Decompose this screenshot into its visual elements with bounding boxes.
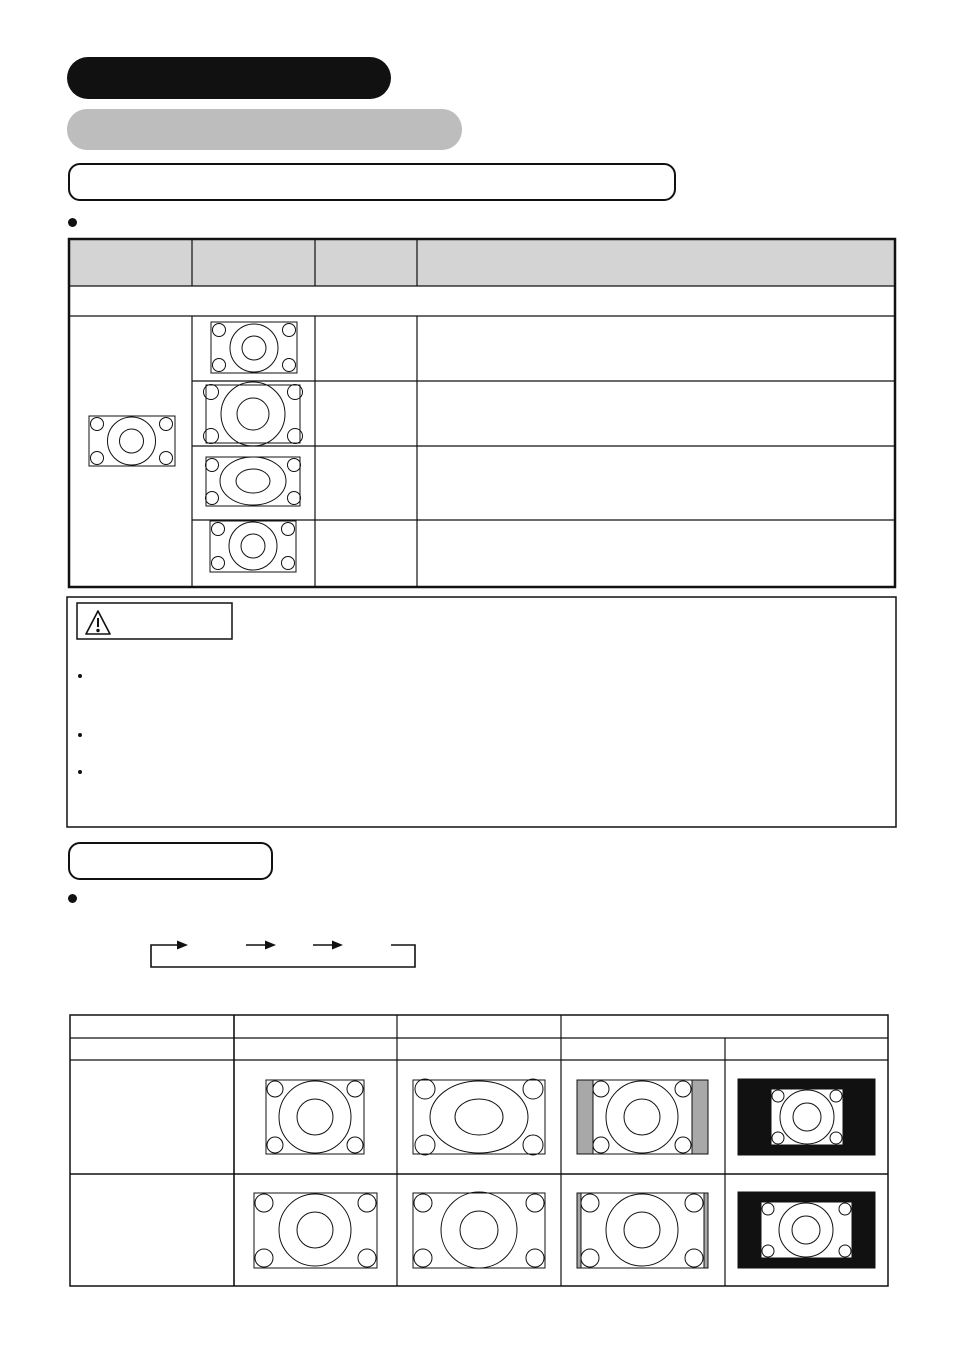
- arrow-right-icon: [265, 941, 276, 950]
- note-bullet: [78, 770, 82, 774]
- mode-box: [68, 842, 273, 880]
- comparison-picture-icon: [254, 1193, 377, 1268]
- comparison-picture-icon: [413, 1192, 545, 1268]
- mode-picture-icon: [206, 457, 301, 506]
- table-header-fill: [69, 239, 895, 286]
- source-4x3-picture-icon: [89, 416, 175, 466]
- warning-triangle-icon: [86, 611, 110, 634]
- bullet-icon: [68, 894, 77, 903]
- comparison-picture-icon: [413, 1079, 545, 1155]
- mode-picture-icon: [204, 382, 303, 446]
- comparison-picture-icon: [266, 1080, 364, 1154]
- aspect-mode-table: [0, 0, 954, 600]
- comparison-picture-icon: [577, 1193, 708, 1268]
- comparison-picture-icon: [577, 1080, 708, 1154]
- arrow-right-icon: [332, 941, 343, 950]
- mode-picture-icon: [211, 322, 297, 373]
- cycle-loop-line: [151, 945, 415, 967]
- comparison-picture-icon: [738, 1079, 875, 1155]
- comparison-picture-icon: [738, 1192, 875, 1268]
- mode-picture-icon: [210, 521, 296, 572]
- note-bullet: [78, 733, 82, 737]
- arrow-right-icon: [177, 941, 188, 950]
- table-outer-border: [69, 239, 895, 587]
- note-bullet: [78, 674, 82, 678]
- comparison-table-border: [70, 1015, 888, 1286]
